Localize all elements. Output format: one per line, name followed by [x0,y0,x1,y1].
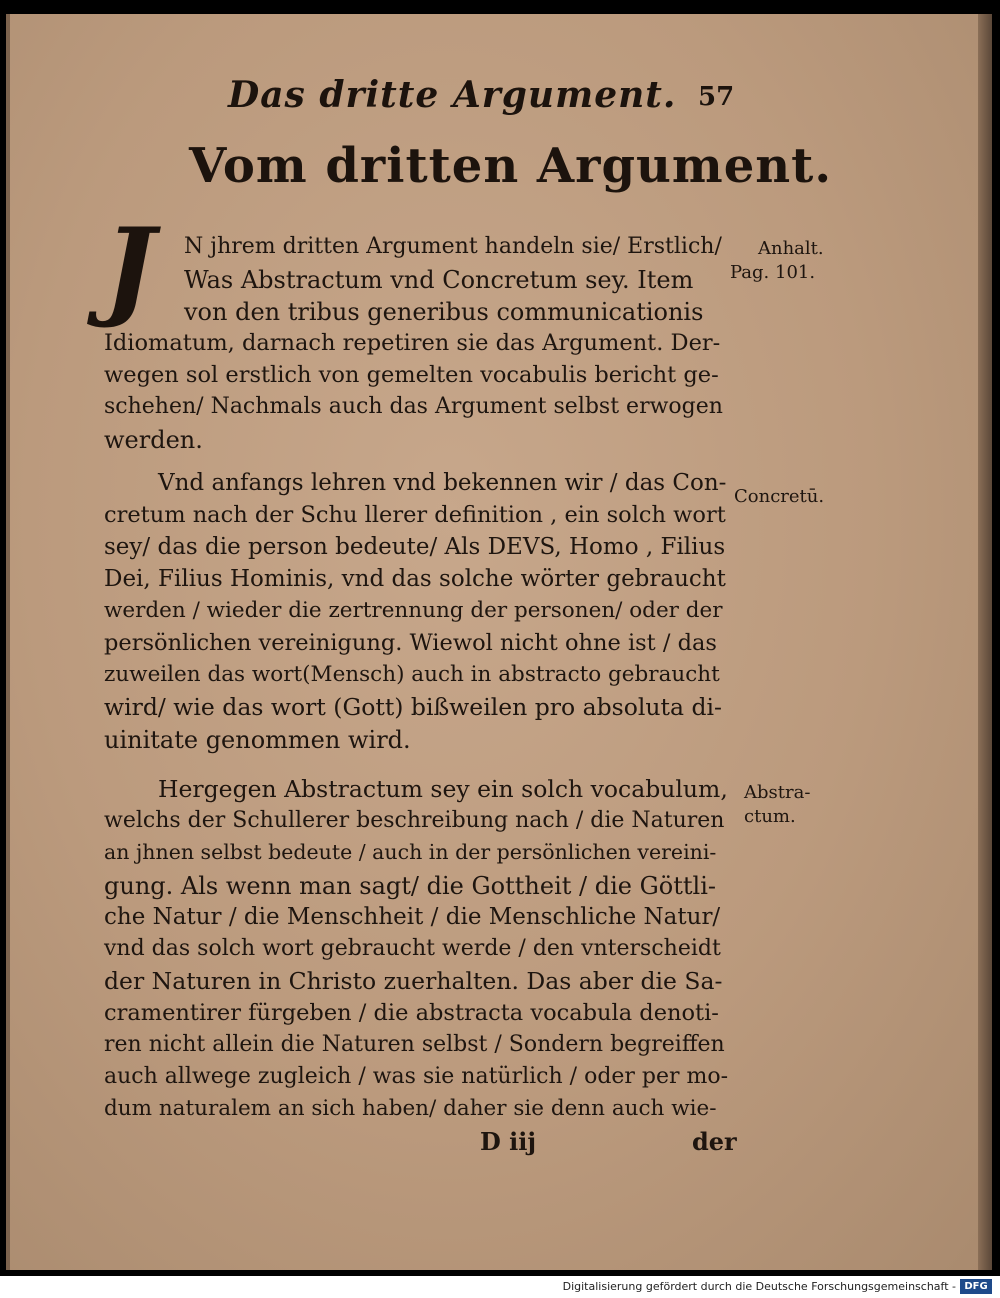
book-page [6,14,992,1270]
dfg-logo: DFG [960,1279,992,1294]
text-line: wird/ wie das wort (Gott) bißweilen pro absoluta di- [104,693,722,721]
running-head: Das dritte Argument. [228,74,677,116]
page-edge-left [6,14,10,1270]
text-line: Hergegen Abstractum sey ein solch vocabulum, [158,775,728,803]
text-line: schehen/ Nachmals auch das Argument selbst erwogen [104,394,723,419]
margin-note: ctum. [744,806,796,827]
text-line: cramentirer fürgeben / die abstracta vocabula denoti- [104,1000,719,1026]
text-line: sey/ das die person bedeute/ Als DEVS, Homo , Filius [104,534,726,560]
text-line: auch allwege zugleich / was sie natürlich / oder per mo- [104,1064,729,1089]
text-line: Was Abstractum vnd Concretum sey. Item [184,266,694,294]
text-line: persönlichen vereinigung. Wiewol nicht ohne ist / das [104,630,717,656]
text-line: ren nicht allein die Naturen selbst / Sondern begreiffen [104,1032,725,1057]
margin-note: Pag. 101. [730,262,816,283]
text-line: gung. Als wenn man sagt/ die Gottheit / die Göttli- [104,872,716,900]
text-line: N jhrem dritten Argument handeln sie/ Erstlich/ [184,234,722,259]
text-line: cretum nach der Schu llerer definition , ein solch wort [104,502,726,528]
text-line: werden. [104,426,203,454]
margin-note: Anhalt. [758,238,824,259]
chapter-title: Vom dritten Argument. [189,138,833,194]
text-line: welchs der Schullerer beschreibung nach / die Naturen [104,808,725,833]
signature-mark: D iij [480,1127,537,1156]
text-line: che Natur / die Menschheit / die Menschliche Natur/ [104,904,721,930]
text-line: Idiomatum, darnach repetiren sie das Argument. Der- [104,330,721,356]
text-line: wegen sol erstlich von gemelten vocabulis bericht ge- [104,362,719,388]
text-line: werden / wieder die zertrennung der personen/ oder der [104,598,723,623]
text-line: von den tribus generibus communicationis [184,298,704,326]
catchword: der [692,1127,737,1156]
text-line: der Naturen in Christo zuerhalten. Das aber die Sa- [104,967,723,995]
text-line: Dei, Filius Hominis, vnd das solche wörter gebraucht [104,566,726,592]
text-line: an jhnen selbst bedeute / auch in der persönlichen vereini- [104,840,717,864]
text-line: uinitate genommen wird. [104,726,411,754]
page-number: 57 [698,82,735,112]
margin-note: Concretū. [734,486,825,507]
footer-bar [0,1276,1000,1298]
text-line: dum naturalem an sich haben/ daher sie denn auch wie- [104,1096,717,1121]
text-line: zuweilen das wort(Mensch) auch in abstracto gebraucht [104,662,720,687]
text-line: vnd das solch wort gebraucht werde / den vnterscheidt [104,936,721,961]
text-line: Vnd anfangs lehren vnd bekennen wir / das Con- [158,470,727,496]
funding-notice: Digitalisierung gefördert durch die Deutsche Forschungsgemeinschaft - [562,1280,956,1293]
page-edge-right [978,14,992,1270]
margin-note: Abstra- [744,782,811,803]
drop-cap-initial: J [104,205,156,331]
